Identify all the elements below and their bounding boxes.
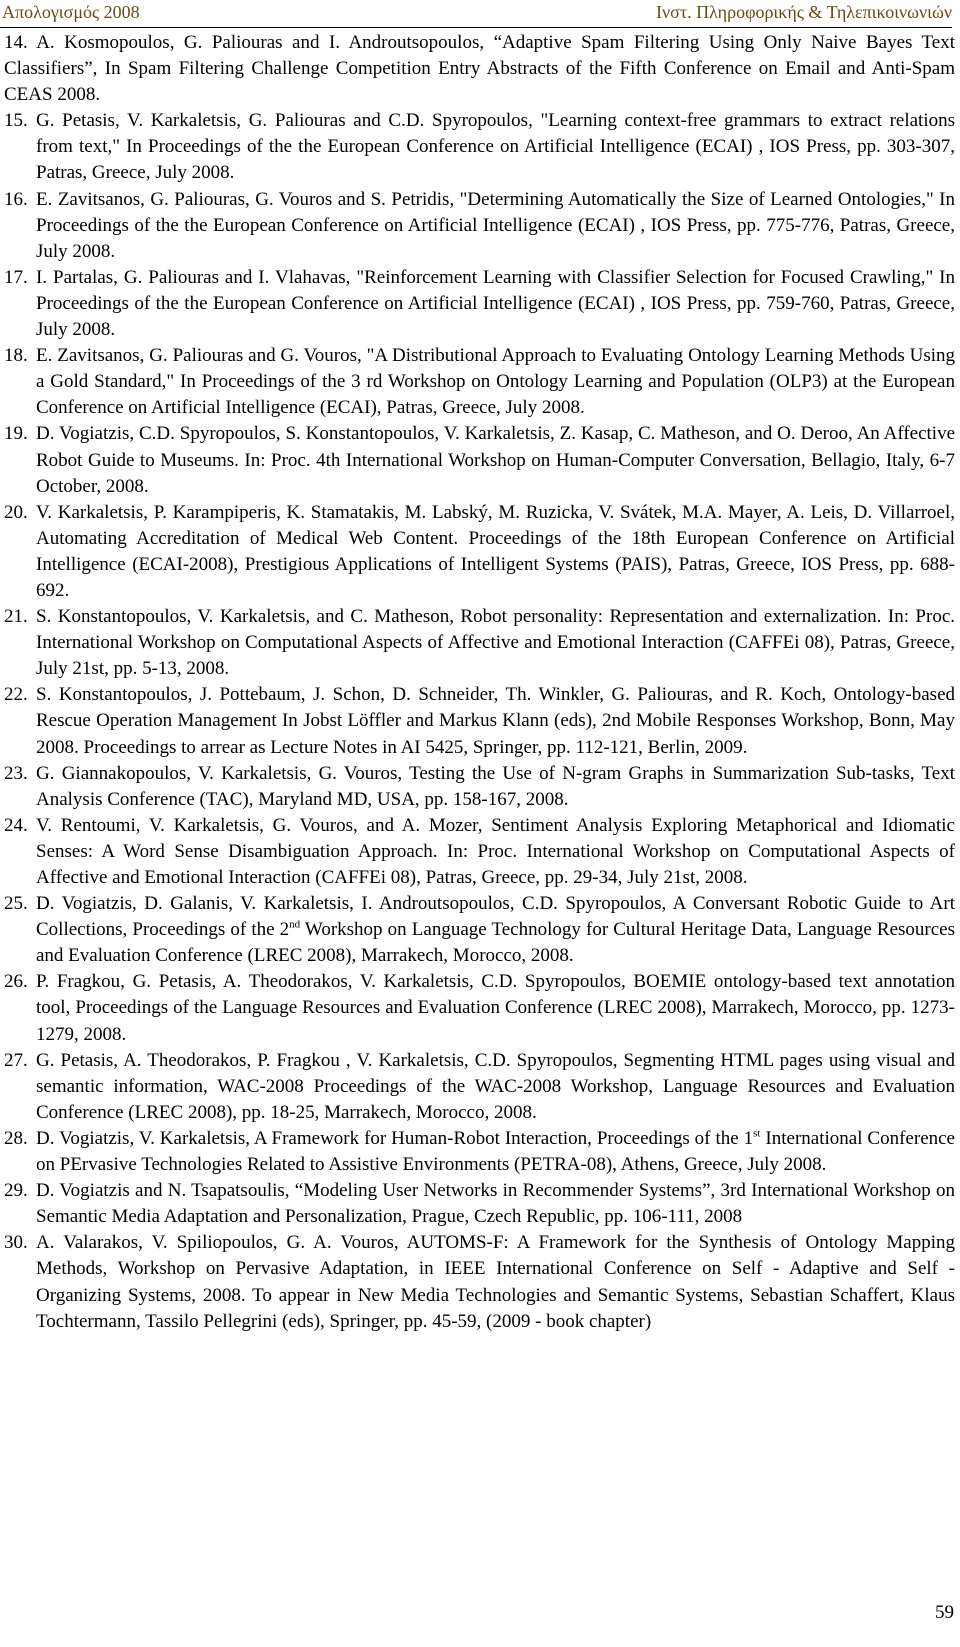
- reference-text-part: International Conference on PErvasive Technologies Related to Assistive Environments (PETRA-08), Athens, Greece, July 2008.: [36, 1127, 955, 1176]
- reference-text: G. Petasis, V. Karkaletsis, G. Paliouras and C.D. Spyropoulos, "Learning context-free grammars to extract relations from text," In Proceedings of the the European Conference on Artificial Intelligence (ECAI) , IOS Press, pp. 303-307, Patras, Greece, July 2008.: [36, 110, 955, 184]
- reference-text: [36, 891, 955, 969]
- reference-item-14: [0, 30, 955, 108]
- reference-number: 30.: [4, 1232, 28, 1254]
- reference-number: 17.: [4, 266, 28, 288]
- reference-text-part: Workshop on Language Technology for Cultural Heritage Data, Language Resources and Evaluation Conference (LREC 2008), Marrakech, Morocco, 2008.: [36, 919, 955, 967]
- reference-item-15: [0, 108, 955, 186]
- reference-text: S. Konstantopoulos, J. Pottebaum, J. Schon, D. Schneider, Th. Winkler, G. Paliouras, and R. Koch, Ontology-based Rescue Operation Management In Jobst Löffler and Markus Klann (eds), 2nd Mobile Responses Workshop, Bonn, May 2008. Proceedings to arrear as Lecture Notes in AI 5425, Springer, pp. 112-121, Berlin, 2009.: [36, 684, 955, 758]
- reference-item-18: [0, 343, 955, 421]
- reference-text: G. Petasis, A. Theodorakos, P. Fragkou , V. Karkaletsis, C.D. Spyropoulos, Segmenting HTML pages using visual and semantic information, WAC-2008 Proceedings of the WAC-2008 Workshop, Language Resources and Evaluation Conference (LREC 2008), pp. 18-25, Marrakech, Morocco, 2008.: [36, 1049, 955, 1123]
- reference-text-part: D. Vogiatzis, V. Karkaletsis, A Framework for Human-Robot Interaction, Proceedings of the 1: [36, 1127, 754, 1149]
- reference-text: V. Karkaletsis, P. Karampiperis, K. Stamatakis, M. Labský, M. Ruzicka, V. Svátek, M.A. Mayer, A. Leis, D. Villarroel, Automating Accreditation of Medical Web Content. Proceedings of the 18th European Conference on Artificial Intelligence (ECAI-2008), Prestigious Applications of Intelligent Systems (PAIS), Patras, Greece, IOS Press, pp. 688-692.: [36, 501, 955, 601]
- reference-item-17: [0, 265, 955, 343]
- reference-item-21: [0, 604, 955, 682]
- reference-number: 14.: [4, 32, 28, 53]
- reference-number: 27.: [4, 1049, 28, 1071]
- reference-number: 21.: [4, 606, 28, 628]
- reference-text: D. Vogiatzis and N. Tsapatsoulis, “Modeling User Networks in Recommender Systems”, 3rd International Workshop on Semantic Media Adaptation and Personalization, Prague, Czech Republic, pp. 106-111, 2008: [36, 1180, 955, 1228]
- reference-item-16: [0, 187, 955, 265]
- reference-item-27: [0, 1048, 955, 1126]
- reference-number: 29.: [4, 1180, 28, 1202]
- reference-text: D. Vogiatzis, C.D. Spyropoulos, S. Konstantopoulos, V. Karkaletsis, Z. Kasap, C. Matheson, and O. Deroo, An Affective Robot Guide to Museums. In: Proc. 4th International Workshop on Human-Computer Conversation, Bellagio, Italy, 6-7 October, 2008.: [36, 423, 955, 497]
- reference-number: 22.: [4, 684, 28, 706]
- reference-item-19: [0, 421, 955, 499]
- reference-item-20: [0, 500, 955, 604]
- reference-number: 19.: [4, 423, 28, 445]
- reference-number: 16.: [4, 188, 28, 210]
- reference-text: P. Fragkou, G. Petasis, A. Theodorakos, V. Karkaletsis, C.D. Spyropoulos, BOEMIE ontology-based text annotation tool, Proceedings of the Language Resources and Evaluation Conference (LREC 2008), Marrakech, Morocco, pp. 1273-1279, 2008.: [36, 971, 955, 1045]
- reference-number: 18.: [4, 345, 28, 367]
- reference-text: G. Giannakopoulos, V. Karkaletsis, G. Vouros, Testing the Use of N-gram Graphs in Summarization Sub-tasks, Text Analysis Conference (TAC), Maryland MD, USA, pp. 158-167, 2008.: [36, 762, 955, 810]
- reference-number: 24.: [4, 814, 28, 836]
- reference-text: E. Zavitsanos, G. Paliouras and G. Vouros, "A Distributional Approach to Evaluating Ontology Learning Methods Using a Gold Standard," In Proceedings of the 3 rd Workshop on Ontology Learning and Population (OLP3) at the European Conference on Artificial Intelligence (ECAI), Patras, Greece, July 2008.: [36, 345, 955, 419]
- reference-number: 25.: [4, 893, 28, 915]
- reference-list: [0, 30, 955, 1335]
- reference-text: S. Konstantopoulos, V. Karkaletsis, and C. Matheson, Robot personality: Representation and externalization. In: Proc. International Workshop on Computational Aspects of Affective and Emotional Interaction (CAFFEi 08), Patras, Greece, July 21st, pp. 5-13, 2008.: [36, 606, 955, 680]
- reference-number: 23.: [4, 762, 28, 784]
- reference-item-29: [0, 1178, 955, 1230]
- reference-number: 20.: [4, 501, 28, 523]
- reference-number: 28.: [4, 1127, 28, 1149]
- reference-item-28: [0, 1126, 955, 1178]
- reference-item-22: [0, 682, 955, 760]
- reference-text: A. Valarakos, V. Spiliopoulos, G. A. Vouros, AUTOMS-F: A Framework for the Synthesis of Ontology Mapping Methods, Workshop on Pervasive Adaptation, in IEEE International Conference on Self - Adaptive and Self - Organizing Systems, 2008. To appear in New Media Technologies and Semantic Systems, Sebastian Schaffert, Klaus Tochtermann, Tassilo Pellegrini (eds), Springer, pp. 45-59, (2009 - book chapter): [36, 1232, 955, 1332]
- header-institute-name: Ινστ. Πληροφορικής & Τηλεπικοινωνιών: [656, 2, 952, 22]
- reference-item-25: [0, 891, 955, 969]
- reference-item-23: [0, 761, 955, 813]
- reference-number: 15.: [4, 110, 28, 132]
- reference-item-26: [0, 969, 955, 1047]
- page-number: 59: [935, 1602, 954, 1623]
- ordinal-superscript: nd: [289, 918, 301, 931]
- reference-text: I. Partalas, G. Paliouras and I. Vlahavas, "Reinforcement Learning with Classifier Selection for Focused Crawling," In Proceedings of the the European Conference on Artificial Intelligence (ECAI) , IOS Press, pp. 759-760, Patras, Greece, July 2008.: [36, 266, 955, 341]
- reference-item-24: [0, 813, 955, 891]
- reference-text: E. Zavitsanos, G. Paliouras, G. Vouros and S. Petridis, "Determining Automatically the Size of Learned Ontologies," In Proceedings of the the European Conference on Artificial Intelligence (ECAI) , IOS Press, pp. 775-776, Patras, Greece, July 2008.: [36, 188, 955, 262]
- reference-number: 26.: [4, 971, 28, 993]
- reference-text: A. Kosmopoulos, G. Paliouras and I. Androutsopoulos, “Adaptive Spam Filtering Using Only Naive Bayes Text Classifiers”, In Spam Filtering Challenge Competition Entry Abstracts of the Fifth Conference on Email and Anti-Spam CEAS 2008.: [4, 32, 956, 106]
- page-header: [0, 0, 952, 28]
- ordinal-superscript: st: [753, 1127, 761, 1140]
- reference-item-30: [0, 1230, 955, 1334]
- reference-text: [36, 1126, 955, 1178]
- reference-text: V. Rentoumi, V. Karkaletsis, G. Vouros, and A. Mozer, Sentiment Analysis Exploring Metaphorical and Idiomatic Senses: A Word Sense Disambiguation Approach. In: Proc. International Workshop on Computational Aspects of Affective and Emotional Interaction (CAFFEi 08), Patras, Greece, pp. 29-34, July 21st, 2008.: [36, 814, 955, 888]
- reference-text-part: D. Vogiatzis, D. Galanis, V. Karkaletsis, I. Androutsopoulos, C.D. Spyropoulos, A Conversant Robotic Guide to Art Collections, Proceedings of the 2: [36, 893, 955, 941]
- header-report-title: Απολογισμός 2008: [2, 2, 140, 22]
